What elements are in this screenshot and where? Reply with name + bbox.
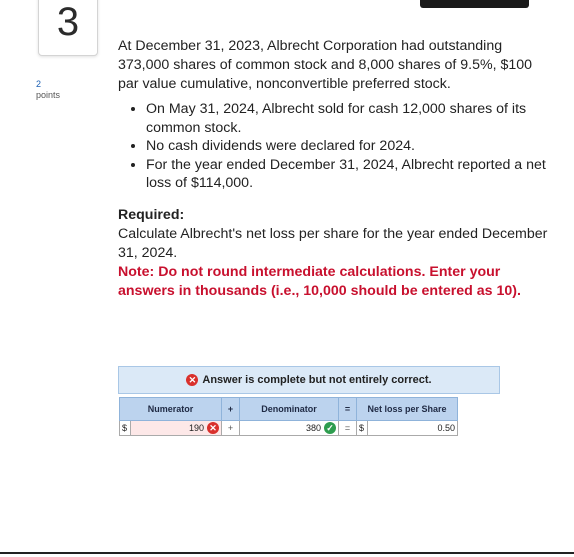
equals-operator: = (339, 421, 357, 436)
plus-operator: + (222, 421, 240, 436)
header-equals: = (339, 398, 357, 421)
header-denominator: Denominator (240, 398, 339, 421)
answer-feedback-banner (118, 366, 500, 394)
problem-intro: At December 31, 2023, Albrecht Corporation had outstanding 373,000 shares of common stock and 8,000 shares of 9.5%, $100 par value cumulative, nonconvertible preferred stock. (118, 38, 533, 92)
feedback-message: Answer is complete but not entirely correct. (202, 374, 432, 386)
question-number: 3 (38, 0, 98, 56)
header-numerator: Numerator (120, 398, 222, 421)
bullet-item: • On May 31, 2024, Albrecht sold for cash 12,000 shares of its common stock. (146, 100, 548, 137)
denominator-value: 380 (305, 423, 321, 433)
eps-calculation-table (119, 397, 458, 436)
table-header-row (120, 398, 458, 421)
bullet-item: • For the year ended December 31, 2024, Albrecht reported a net loss of $114,000. (146, 156, 548, 193)
points-indicator (36, 79, 60, 101)
incorrect-icon: ✕ (207, 422, 219, 434)
required-heading: Required: (118, 206, 185, 223)
numerator-input[interactable] (131, 421, 222, 436)
net-loss-per-share-input[interactable]: 0.50 (368, 421, 458, 436)
header-net-loss-per-share: Net loss per Share (357, 398, 458, 421)
bullet-item: • No cash dividends were declared for 2024. (146, 137, 548, 156)
instruction-note: Note: Do not round intermediate calculations. Enter your answers in thousands (i.e., 10,000 should be entered as 10). (118, 263, 521, 299)
return-to-question-button[interactable] (420, 0, 529, 8)
dollar-sign: $ (120, 421, 131, 436)
points-value: 2 (36, 79, 42, 89)
points-label: points (36, 90, 61, 100)
incorrect-icon: ✕ (186, 374, 198, 386)
problem-bullets (118, 100, 548, 193)
correct-icon: ✓ (324, 422, 336, 434)
table-row (120, 421, 458, 436)
required-text: Calculate Albrecht's net loss per share for the year ended December 31, 2024. (118, 225, 548, 261)
question-content (118, 37, 548, 301)
numerator-value: 190 (188, 423, 204, 433)
header-plus: + (222, 398, 240, 421)
dollar-sign: $ (357, 421, 368, 436)
divider (0, 552, 574, 554)
denominator-input[interactable] (240, 421, 339, 436)
